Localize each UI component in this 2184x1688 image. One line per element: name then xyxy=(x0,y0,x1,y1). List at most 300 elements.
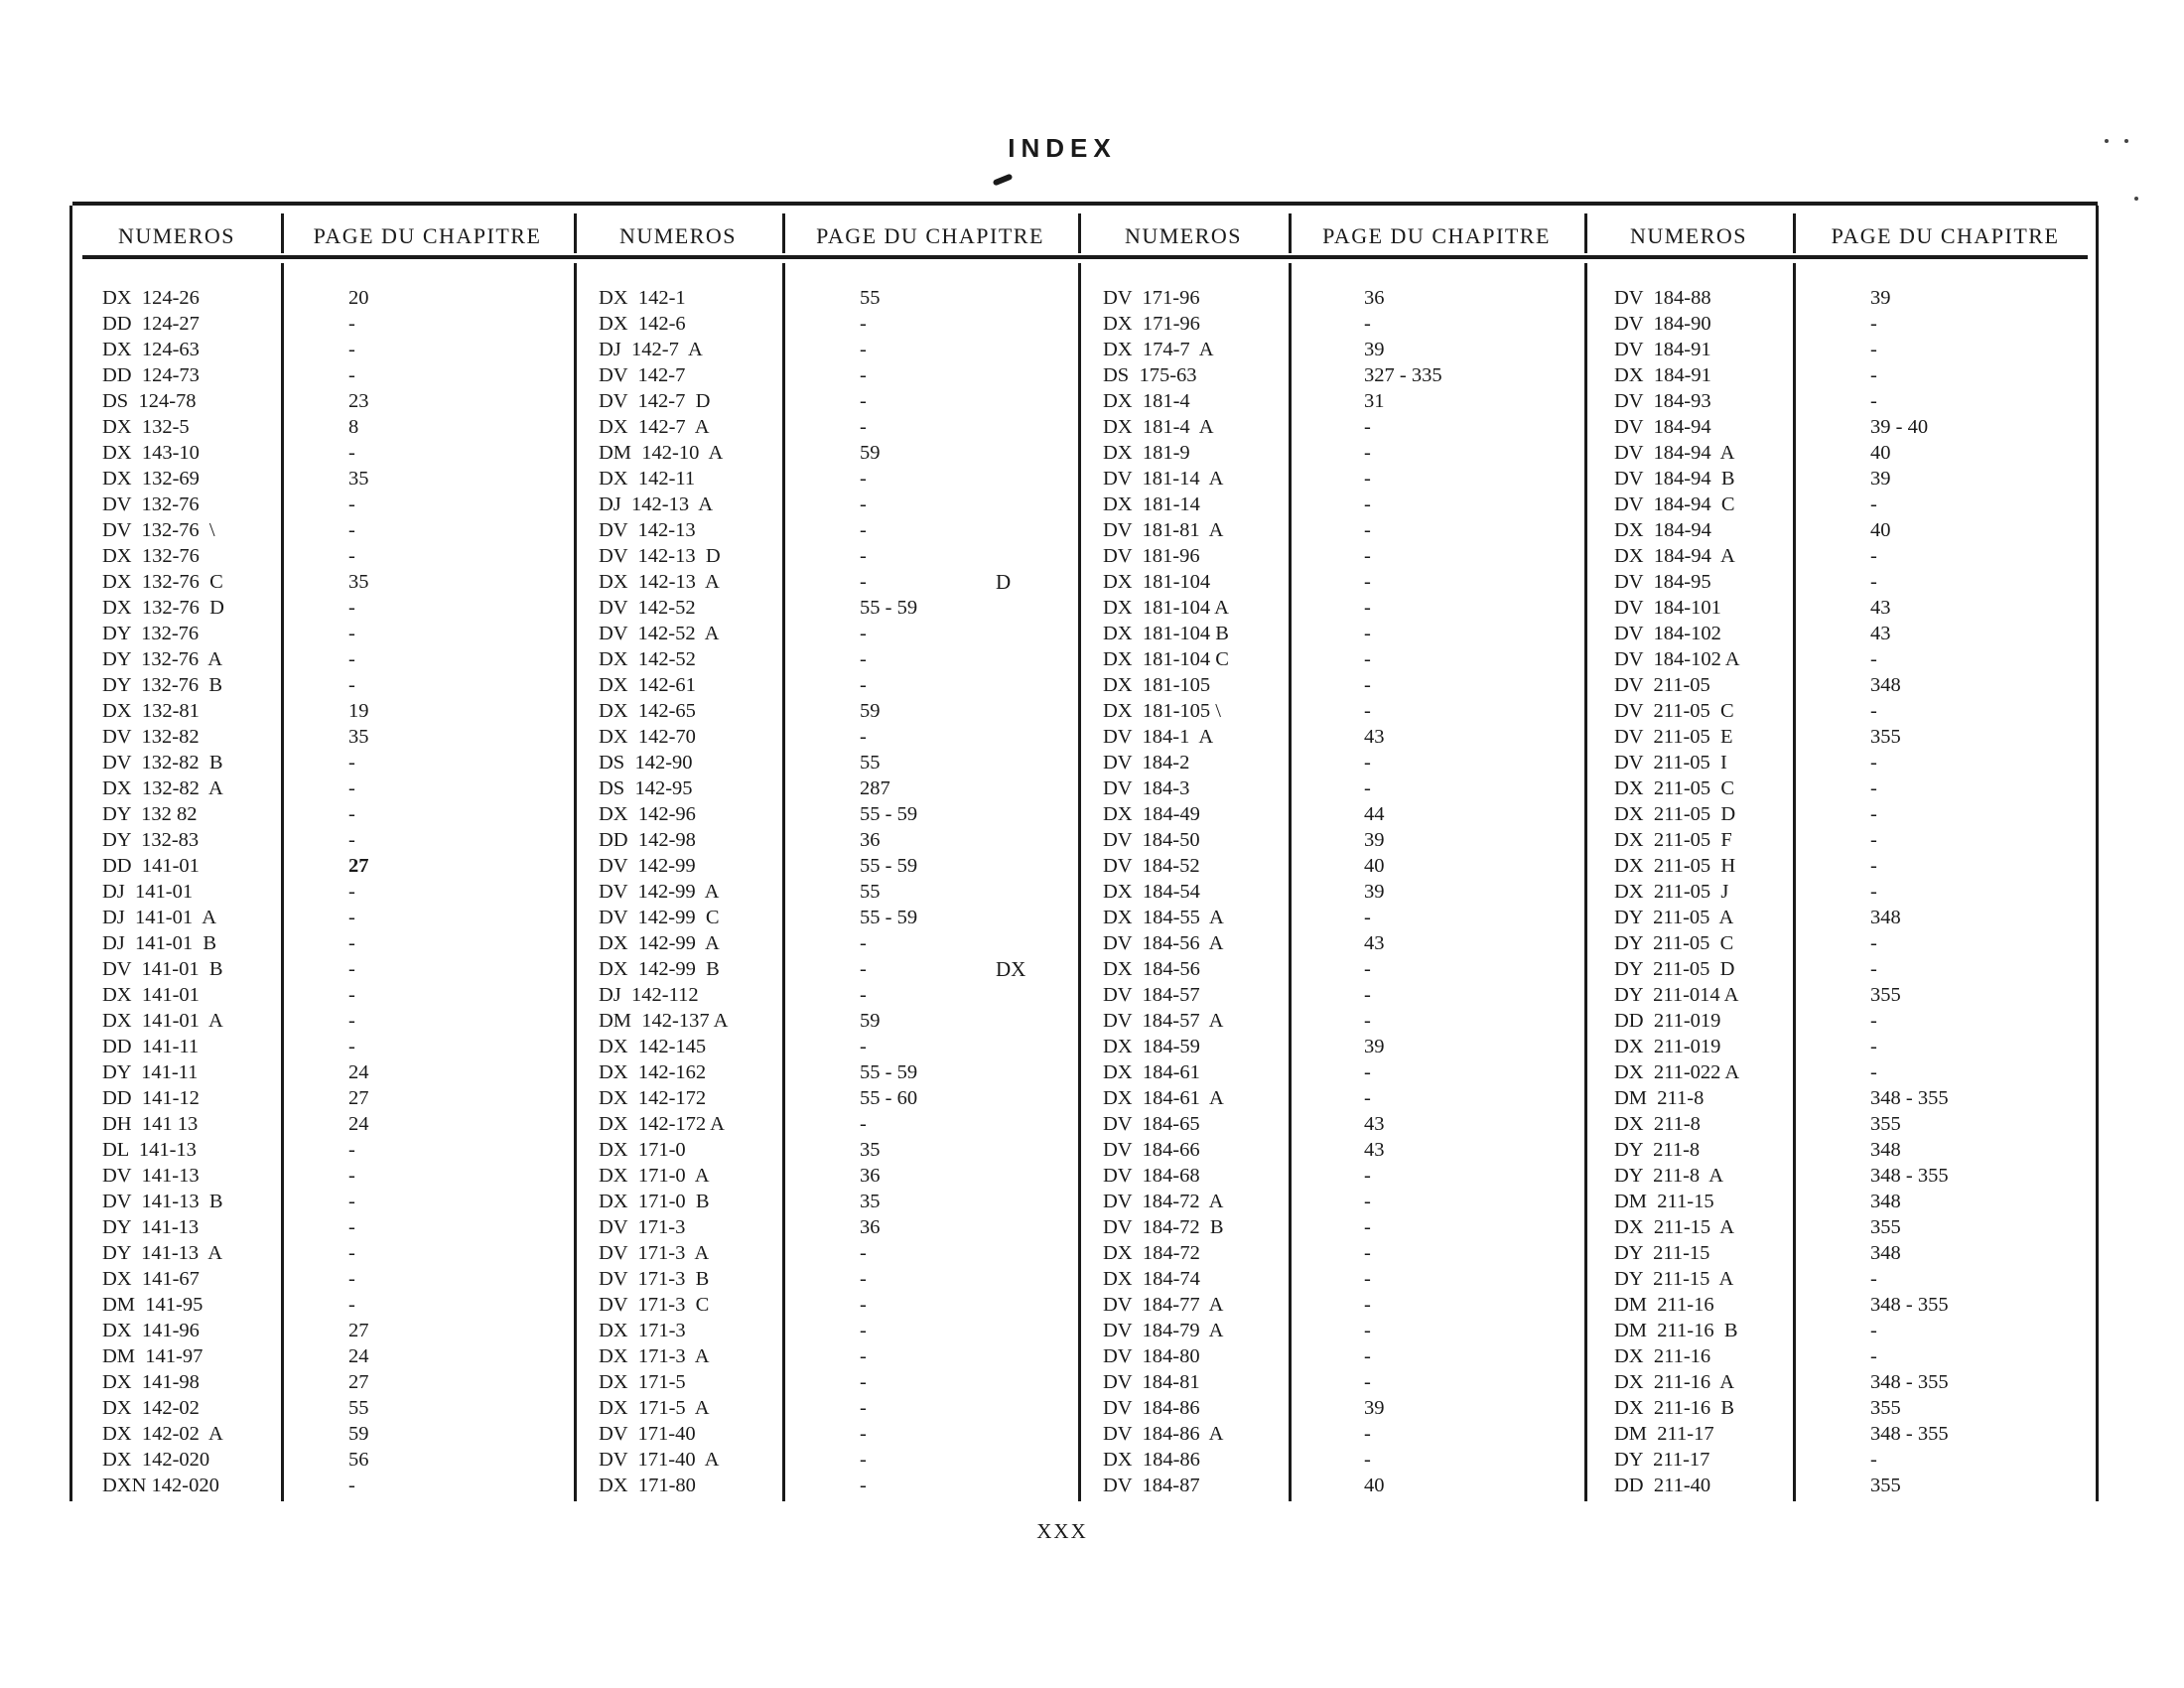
index-row xyxy=(1103,1395,1584,1421)
chapter-page: - xyxy=(1364,674,1371,696)
reference-number: DX 171-0 A xyxy=(599,1165,710,1187)
chapter-page: - xyxy=(1870,855,1877,877)
chapter-page: - xyxy=(1364,1268,1371,1290)
reference-number: DS 142-90 xyxy=(599,752,693,774)
index-row xyxy=(1614,1266,2098,1292)
index-row xyxy=(599,801,1078,827)
reference-number: DX 142-020 xyxy=(102,1449,210,1471)
chapter-page: 27 xyxy=(348,1087,369,1109)
chapter-page: 36 xyxy=(860,1216,881,1238)
index-row xyxy=(102,311,574,337)
chapter-page: - xyxy=(1364,623,1371,644)
chapter-page: - xyxy=(348,803,355,825)
index-row xyxy=(102,492,574,517)
header-page-du-chapitre: PAGE DU CHAPITRE xyxy=(1831,223,2060,248)
chapter-page: - xyxy=(348,1268,355,1290)
chapter-page: 31 xyxy=(1364,390,1385,412)
reference-number: DX 181-105 \ xyxy=(1103,700,1222,722)
chapter-page: - xyxy=(860,493,867,515)
reference-number: DV 184-94 A xyxy=(1614,442,1735,464)
chapter-page: - xyxy=(860,674,867,696)
reference-number: DX 184-86 xyxy=(1103,1449,1200,1471)
chapter-page: 27 xyxy=(348,1320,369,1341)
chapter-page: 327 - 335 xyxy=(1364,364,1442,386)
margin-note: D xyxy=(996,570,1012,594)
chapter-page: - xyxy=(348,545,355,567)
chapter-page: 55 - 59 xyxy=(860,803,918,825)
chapter-page: 39 - 40 xyxy=(1870,416,1929,438)
index-row xyxy=(1103,414,1584,440)
index-row xyxy=(102,1085,574,1111)
index-row xyxy=(599,1189,1078,1214)
column-rule xyxy=(574,263,577,1501)
index-row xyxy=(1103,1137,1584,1163)
index-row xyxy=(1614,930,2098,956)
index-row xyxy=(102,775,574,801)
reference-number: DV 184-1 A xyxy=(1103,726,1214,748)
chapter-page: - xyxy=(1870,1345,1877,1367)
chapter-page: - xyxy=(860,1475,867,1496)
chapter-page: 355 xyxy=(1870,1216,1901,1238)
chapter-page: - xyxy=(348,984,355,1006)
chapter-page: - xyxy=(1870,958,1877,980)
reference-number: DX 184-61 A xyxy=(1103,1087,1224,1109)
chapter-page: 39 xyxy=(1870,468,1891,490)
index-row xyxy=(1103,1421,1584,1447)
pen-mark xyxy=(993,173,1014,186)
chapter-page: - xyxy=(1870,700,1877,722)
chapter-page: - xyxy=(348,519,355,541)
chapter-page: - xyxy=(1364,1242,1371,1264)
reference-number: DY 141-13 A xyxy=(102,1242,223,1264)
index-row xyxy=(102,621,574,646)
reference-number: DX 171-5 xyxy=(599,1371,686,1393)
chapter-page: - xyxy=(860,1345,867,1367)
reference-number: DX 171-5 A xyxy=(599,1397,710,1419)
reference-number: DD 124-73 xyxy=(102,364,200,386)
index-row xyxy=(1103,853,1584,879)
header-numeros: NUMEROS xyxy=(618,223,738,248)
chapter-page: 355 xyxy=(1870,1475,1901,1496)
index-row xyxy=(1614,492,2098,517)
reference-number: DV 142-7 xyxy=(599,364,686,386)
index-row xyxy=(599,646,1078,672)
chapter-page: 40 xyxy=(1364,855,1385,877)
index-row xyxy=(102,414,574,440)
chapter-page: - xyxy=(348,829,355,851)
reference-number: DV 184-88 xyxy=(1614,287,1711,309)
index-row xyxy=(1614,672,2098,698)
index-row xyxy=(1614,1163,2098,1189)
reference-number: DV 184-86 xyxy=(1103,1397,1200,1419)
index-row xyxy=(1614,1292,2098,1318)
reference-number: DV 211-05 C xyxy=(1614,700,1734,722)
reference-number: DX 171-3 A xyxy=(599,1345,710,1367)
reference-number: DV 184-57 A xyxy=(1103,1010,1224,1032)
reference-number: DV 184-86 A xyxy=(1103,1423,1224,1445)
chapter-page: 287 xyxy=(860,777,890,799)
chapter-page: 55 - 59 xyxy=(860,907,918,928)
chapter-page: 36 xyxy=(860,829,881,851)
chapter-page: - xyxy=(860,1242,867,1264)
index-row xyxy=(102,285,574,311)
reference-number: DY 132-76 B xyxy=(102,674,223,696)
reference-number: DV 142-52 xyxy=(599,597,696,619)
chapter-page: - xyxy=(348,648,355,670)
reference-number: DV 184-50 xyxy=(1103,829,1200,851)
chapter-page: - xyxy=(348,674,355,696)
index-row xyxy=(1103,827,1584,853)
index-row xyxy=(599,724,1078,750)
index-row xyxy=(1614,724,2098,750)
chapter-page: - xyxy=(348,777,355,799)
chapter-page: 43 xyxy=(1870,623,1891,644)
chapter-page: - xyxy=(348,597,355,619)
chapter-page: - xyxy=(860,1320,867,1341)
chapter-page: 39 xyxy=(1364,339,1385,360)
chapter-page: - xyxy=(860,1036,867,1057)
chapter-page: 39 xyxy=(1870,287,1891,309)
reference-number: DM 211-16 B xyxy=(1614,1320,1738,1341)
reference-number: DV 171-40 xyxy=(599,1423,696,1445)
chapter-page: 348 - 355 xyxy=(1870,1294,1949,1316)
reference-number: DX 142-70 xyxy=(599,726,696,748)
chapter-page: 55 - 59 xyxy=(860,855,918,877)
chapter-page: 44 xyxy=(1364,803,1385,825)
index-row xyxy=(599,698,1078,724)
chapter-page: - xyxy=(1870,364,1877,386)
index-row xyxy=(102,956,574,982)
index-row xyxy=(1614,1059,2098,1085)
chapter-page: 35 xyxy=(860,1139,881,1161)
chapter-page: 43 xyxy=(1870,597,1891,619)
reference-number: DS 142-95 xyxy=(599,777,693,799)
index-row xyxy=(1103,956,1584,982)
chapter-page: - xyxy=(348,1010,355,1032)
index-row xyxy=(1103,1318,1584,1343)
reference-number: DV 184-56 A xyxy=(1103,932,1224,954)
index-row xyxy=(1614,982,2098,1008)
chapter-page: 355 xyxy=(1870,726,1901,748)
chapter-page: - xyxy=(348,313,355,335)
chapter-page: - xyxy=(1870,571,1877,593)
chapter-page: - xyxy=(860,726,867,748)
index-row xyxy=(1614,698,2098,724)
index-row xyxy=(1614,1421,2098,1447)
index-row xyxy=(599,672,1078,698)
index-row xyxy=(599,311,1078,337)
chapter-page: - xyxy=(1364,1423,1371,1445)
reference-number: DV 142-99 C xyxy=(599,907,720,928)
chapter-page: - xyxy=(860,958,867,980)
chapter-page: - xyxy=(860,1449,867,1471)
chapter-page: - xyxy=(1364,313,1371,335)
chapter-page: - xyxy=(1364,648,1371,670)
reference-number: DV 142-52 A xyxy=(599,623,720,644)
chapter-page: - xyxy=(1364,958,1371,980)
index-row xyxy=(102,930,574,956)
index-row xyxy=(599,362,1078,388)
chapter-page: - xyxy=(348,1294,355,1316)
index-row xyxy=(599,517,1078,543)
index-row xyxy=(1103,930,1584,956)
chapter-page: - xyxy=(860,1268,867,1290)
index-row xyxy=(1614,1034,2098,1059)
index-row xyxy=(1103,775,1584,801)
chapter-page: - xyxy=(1870,545,1877,567)
index-row xyxy=(1614,827,2098,853)
index-row xyxy=(1614,956,2098,982)
reference-number: DX 184-61 xyxy=(1103,1061,1200,1083)
reference-number: DX 132-81 xyxy=(102,700,200,722)
reference-number: DV 184-94 xyxy=(1614,416,1711,438)
reference-number: DV 211-05 E xyxy=(1614,726,1733,748)
index-row xyxy=(1103,1189,1584,1214)
reference-number: DJ 142-112 xyxy=(599,984,699,1006)
chapter-page: - xyxy=(1364,1165,1371,1187)
index-row xyxy=(1614,285,2098,311)
reference-number: DX 142-7 A xyxy=(599,416,710,438)
index-row xyxy=(102,466,574,492)
chapter-page: 40 xyxy=(1364,1475,1385,1496)
index-row xyxy=(102,1137,574,1163)
reference-number: DV 184-52 xyxy=(1103,855,1200,877)
chapter-page: 36 xyxy=(860,1165,881,1187)
reference-number: DX 181-4 A xyxy=(1103,416,1214,438)
chapter-page: - xyxy=(1870,1320,1877,1341)
index-row xyxy=(102,1189,574,1214)
reference-number: DV 184-77 A xyxy=(1103,1294,1224,1316)
reference-number: DY 132-83 xyxy=(102,829,200,851)
chapter-page: - xyxy=(1364,700,1371,722)
reference-number: DV 141-13 xyxy=(102,1165,200,1187)
reference-number: DX 141-67 xyxy=(102,1268,200,1290)
reference-number: DV 171-3 C xyxy=(599,1294,710,1316)
reference-number: DM 211-8 xyxy=(1614,1087,1705,1109)
reference-number: DX 142-61 xyxy=(599,674,696,696)
chapter-page: - xyxy=(1364,1449,1371,1471)
chapter-page: - xyxy=(1364,1294,1371,1316)
chapter-page: 43 xyxy=(1364,932,1385,954)
index-row xyxy=(102,1163,574,1189)
reference-number: DY 211-05 C xyxy=(1614,932,1734,954)
speck-mark xyxy=(2124,139,2128,143)
header-page-du-chapitre: PAGE DU CHAPITRE xyxy=(816,223,1044,248)
chapter-page: 55 - 59 xyxy=(860,1061,918,1083)
reference-number: DX 143-10 xyxy=(102,442,200,464)
chapter-page: - xyxy=(860,468,867,490)
chapter-page: 56 xyxy=(348,1449,369,1471)
speck-mark xyxy=(2105,139,2109,143)
reference-number: DX 124-26 xyxy=(102,287,200,309)
chapter-page: - xyxy=(1870,493,1877,515)
index-row xyxy=(599,1137,1078,1163)
index-row xyxy=(599,1473,1078,1498)
chapter-page: 55 - 60 xyxy=(860,1087,918,1109)
index-row xyxy=(102,517,574,543)
column-rule xyxy=(1584,263,1587,1501)
index-row xyxy=(1614,388,2098,414)
index-row xyxy=(1614,1318,2098,1343)
reference-number: DX 211-05 H xyxy=(1614,855,1736,877)
chapter-page: - xyxy=(1364,907,1371,928)
index-row xyxy=(1103,646,1584,672)
index-row xyxy=(599,569,1078,595)
reference-number: DM 141-97 xyxy=(102,1345,204,1367)
index-row xyxy=(599,1343,1078,1369)
chapter-page: - xyxy=(1870,648,1877,670)
index-row xyxy=(599,337,1078,362)
index-row xyxy=(102,1395,574,1421)
reference-number: DV 184-102 A xyxy=(1614,648,1740,670)
reference-number: DV 184-72 B xyxy=(1103,1216,1224,1238)
chapter-page: 43 xyxy=(1364,1139,1385,1161)
chapter-page: 348 xyxy=(1870,1191,1901,1212)
page-title: INDEX xyxy=(1008,133,1117,163)
reference-number: DD 124-27 xyxy=(102,313,200,335)
reference-number: DX 142-96 xyxy=(599,803,696,825)
reference-number: DX 184-59 xyxy=(1103,1036,1200,1057)
reference-number: DM 142-10 A xyxy=(599,442,724,464)
index-row xyxy=(102,750,574,775)
index-row xyxy=(1103,1447,1584,1473)
index-row xyxy=(102,362,574,388)
chapter-page: - xyxy=(1870,829,1877,851)
reference-number: DX 181-105 xyxy=(1103,674,1211,696)
index-row xyxy=(599,956,1078,982)
chapter-page: - xyxy=(1364,1061,1371,1083)
index-row xyxy=(102,388,574,414)
reference-number: DX 184-94 xyxy=(1614,519,1711,541)
index-row xyxy=(102,879,574,905)
chapter-page: 348 xyxy=(1870,674,1901,696)
reference-number: DD 142-98 xyxy=(599,829,696,851)
chapter-page: 348 - 355 xyxy=(1870,1371,1949,1393)
index-row xyxy=(1103,311,1584,337)
index-row xyxy=(1103,466,1584,492)
index-row xyxy=(1614,750,2098,775)
index-row xyxy=(599,1447,1078,1473)
reference-number: DY 132-76 A xyxy=(102,648,223,670)
chapter-page: 19 xyxy=(348,700,369,722)
reference-number: DX 211-8 xyxy=(1614,1113,1701,1135)
index-row xyxy=(1103,905,1584,930)
chapter-page: - xyxy=(348,364,355,386)
index-row xyxy=(1103,1473,1584,1498)
chapter-page: - xyxy=(348,881,355,903)
reference-number: DX 141-01 xyxy=(102,984,200,1006)
index-row xyxy=(1103,982,1584,1008)
chapter-page: 35 xyxy=(860,1191,881,1212)
index-row xyxy=(1614,879,2098,905)
reference-number: DD 211-40 xyxy=(1614,1475,1711,1496)
reference-number: DV 184-91 xyxy=(1614,339,1711,360)
index-row xyxy=(599,1059,1078,1085)
index-row xyxy=(1614,311,2098,337)
reference-number: DX 184-49 xyxy=(1103,803,1200,825)
reference-number: DX 184-91 xyxy=(1614,364,1711,386)
reference-number: DX 142-162 xyxy=(599,1061,707,1083)
reference-number: DV 171-40 A xyxy=(599,1449,720,1471)
index-row xyxy=(1614,595,2098,621)
index-row xyxy=(1103,1343,1584,1369)
reference-number: DV 184-101 xyxy=(1614,597,1721,619)
chapter-page: 348 xyxy=(1870,1139,1901,1161)
chapter-page: - xyxy=(348,1165,355,1187)
chapter-page: - xyxy=(860,648,867,670)
chapter-page: 59 xyxy=(348,1423,369,1445)
chapter-page: - xyxy=(348,493,355,515)
index-row xyxy=(102,724,574,750)
reference-number: DV 171-3 A xyxy=(599,1242,710,1264)
reference-number: DV 184-80 xyxy=(1103,1345,1200,1367)
index-row xyxy=(1103,285,1584,311)
reference-number: DX 132-69 xyxy=(102,468,200,490)
chapter-page: 55 xyxy=(348,1397,369,1419)
chapter-page: - xyxy=(1364,597,1371,619)
chapter-page: - xyxy=(1364,416,1371,438)
chapter-page: 40 xyxy=(1870,442,1891,464)
reference-number: DY 211-014 A xyxy=(1614,984,1739,1006)
reference-number: DD 141-01 xyxy=(102,855,200,877)
index-row xyxy=(1614,466,2098,492)
chapter-page: - xyxy=(1364,752,1371,774)
chapter-page: - xyxy=(1364,777,1371,799)
index-row xyxy=(1614,801,2098,827)
reference-number: DX 171-3 xyxy=(599,1320,686,1341)
reference-number: DX 211-05 D xyxy=(1614,803,1736,825)
index-row xyxy=(1614,337,2098,362)
reference-number: DX 184-94 A xyxy=(1614,545,1735,567)
index-row xyxy=(1614,1395,2098,1421)
chapter-page: 348 - 355 xyxy=(1870,1165,1949,1187)
reference-number: DV 184-93 xyxy=(1614,390,1711,412)
chapter-page: 43 xyxy=(1364,726,1385,748)
reference-number: DV 184-57 xyxy=(1103,984,1200,1006)
reference-number: DD 141-12 xyxy=(102,1087,200,1109)
index-row xyxy=(102,698,574,724)
index-row xyxy=(1103,1008,1584,1034)
reference-number: DM 142-137 A xyxy=(599,1010,729,1032)
chapter-page: - xyxy=(860,571,867,593)
reference-number: DX 184-56 xyxy=(1103,958,1200,980)
chapter-page: - xyxy=(348,442,355,464)
column-rule xyxy=(69,206,72,1501)
index-row xyxy=(1103,517,1584,543)
index-row xyxy=(102,905,574,930)
index-row xyxy=(599,879,1078,905)
index-row xyxy=(1103,724,1584,750)
index-row xyxy=(1614,543,2098,569)
chapter-page: 348 xyxy=(1870,907,1901,928)
reference-number: DX 184-74 xyxy=(1103,1268,1200,1290)
reference-number: DV 171-96 xyxy=(1103,287,1200,309)
index-row xyxy=(102,543,574,569)
speck-mark xyxy=(2134,197,2138,201)
chapter-page: - xyxy=(1870,1036,1877,1057)
chapter-page: - xyxy=(348,1216,355,1238)
index-row xyxy=(1614,905,2098,930)
index-row xyxy=(1103,1369,1584,1395)
reference-number: DV 184-87 xyxy=(1103,1475,1200,1496)
index-row xyxy=(599,1008,1078,1034)
reference-number: DV 184-94 C xyxy=(1614,493,1735,515)
reference-number: DV 142-13 xyxy=(599,519,696,541)
index-row xyxy=(599,1085,1078,1111)
chapter-page: - xyxy=(860,519,867,541)
reference-number: DX 142-02 A xyxy=(102,1423,223,1445)
chapter-page: 55 xyxy=(860,881,881,903)
